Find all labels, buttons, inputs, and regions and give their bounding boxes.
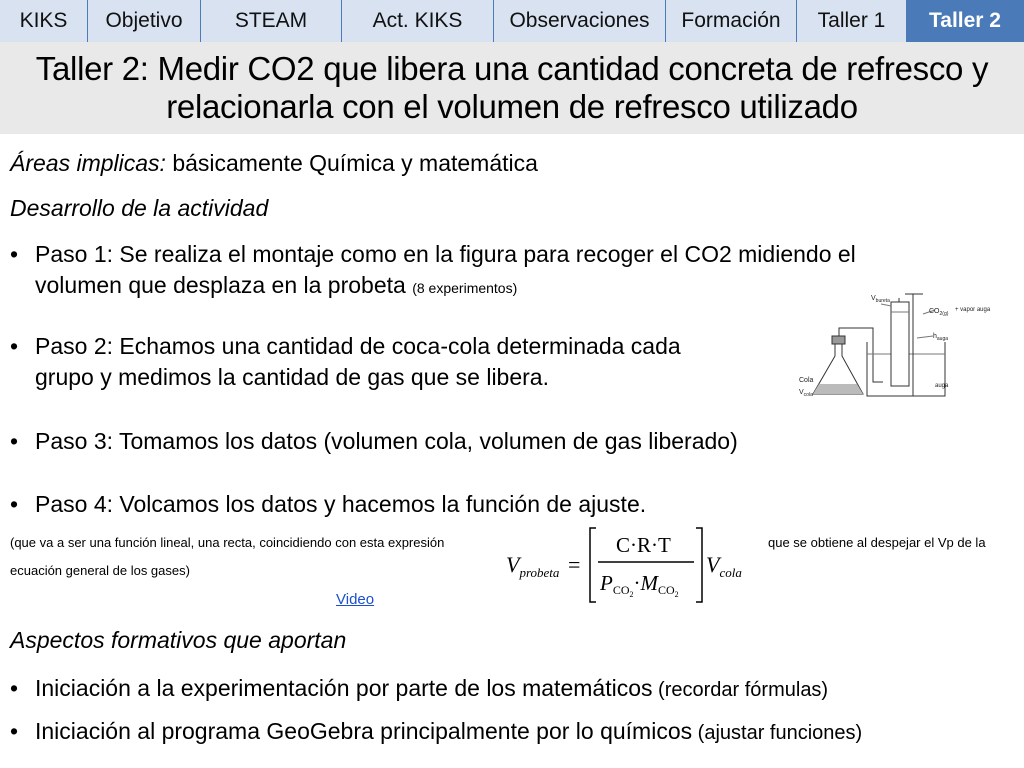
tab-observaciones[interactable]: Observaciones: [494, 0, 666, 42]
svg-text:hauga: $h_{auga}$: [933, 333, 949, 342]
video-link[interactable]: [336, 591, 374, 609]
stopper-icon: [832, 336, 845, 344]
aspecto-2-main: Iniciación al programa GeoGebra principalmente por lo químicos: [35, 718, 693, 744]
step-2-line-2: grupo y medimos la cantidad de gas que se libera.: [35, 364, 549, 390]
step-2-line-1: Paso 2: Echamos una cantidad de coca-cola determinada cada: [35, 333, 681, 359]
left-bracket: [590, 528, 596, 602]
aspecto-1-note: (recordar fórmulas): [652, 679, 829, 701]
bullet-icon: •: [10, 491, 19, 517]
bullet-icon: •: [10, 241, 19, 267]
tab-objetivo[interactable]: Objetivo: [88, 0, 201, 42]
video-link-text[interactable]: Video: [336, 591, 375, 608]
bullet-icon: •: [10, 333, 19, 359]
step-3-text: Paso 3: Tomamos los datos (volumen cola, volumen de gas liberado): [35, 428, 738, 454]
svg-text:Vbureta: $V_{bureta}$: [871, 295, 890, 304]
title-band: [0, 42, 1024, 134]
title-line-1: Taller 2: Medir CO2 que libera una cantidad concreta de refresco y: [35, 50, 989, 87]
desarrollo-heading: Desarrollo de la actividad: [10, 195, 269, 221]
step-1-note: (8 experimentos): [412, 280, 518, 296]
page-title: [36, 50, 988, 126]
experiment-diagram: [795, 290, 1020, 405]
svg-text:Vcola: $V_{cola}$: [799, 389, 813, 398]
burette-icon: [891, 302, 909, 386]
top-nav: [0, 0, 1024, 42]
tab-taller-1[interactable]: Taller 1: [797, 0, 907, 42]
connector-tube: [839, 328, 883, 382]
tab-kiks[interactable]: KIKS: [0, 0, 88, 42]
step-2-text: [35, 331, 681, 393]
tab-act-kiks[interactable]: Act. KIKS: [342, 0, 494, 42]
svg-text:+ vapor auga: + vapor auga: [955, 307, 991, 313]
svg-text:PCO2·MCO2: PCO2·MCO2: [600, 571, 679, 599]
aspectos-heading: Aspectos formativos que aportan: [10, 627, 347, 653]
bullet-icon: •: [10, 675, 19, 701]
cola-liquid: [813, 384, 863, 394]
areas-label: Áreas implicas:: [10, 150, 166, 176]
explanation-part-2: que se obtiene al despejar el Vp de la: [768, 535, 986, 550]
tab-taller-2[interactable]: Taller 2: [907, 0, 1024, 42]
svg-text:C·R·T: C·R·T: [616, 533, 671, 557]
explanation-part-1: (que va a ser una función lineal, una recta, coincidiendo con esta expresión: [10, 535, 445, 550]
svg-text:CO2(g): $CO_{2(g)}$: [929, 308, 949, 317]
svg-text:Cola: Cola: [799, 377, 814, 384]
step-4-text: Paso 4: Volcamos los datos y hacemos la función de ajuste.: [35, 491, 647, 517]
svg-text:=: =: [568, 552, 581, 577]
aspecto-2-note: (ajustar funciones): [692, 722, 863, 744]
aspecto-1-text: [35, 673, 828, 706]
svg-text:Vcola: $V_{cola}$: [706, 552, 742, 580]
aspecto-1-main: Iniciación a la experimentación por parte de los matemáticos: [35, 675, 653, 701]
gas-formula: [500, 520, 750, 608]
step-1-text: [35, 239, 856, 304]
step-1-line-2: volumen que desplaza en la probeta: [35, 272, 406, 298]
svg-text:Vprobeta: $V_{probeta}$: [506, 552, 560, 580]
bullet-icon: •: [10, 718, 19, 744]
areas-line: [10, 150, 538, 177]
right-bracket: [696, 528, 702, 602]
svg-text:auga: auga: [935, 383, 949, 389]
bullet-icon: •: [10, 428, 19, 454]
tab-formacion[interactable]: Formación: [666, 0, 797, 42]
aspecto-2-text: [35, 716, 862, 749]
tab-steam[interactable]: STEAM: [201, 0, 342, 42]
areas-value: básicamente Química y matemática: [165, 150, 538, 176]
explanation-part-3: ecuación general de los gases): [10, 563, 190, 578]
step-1-line-1: Paso 1: Se realiza el montaje como en la figura para recoger el CO2 midiendo el: [35, 241, 856, 267]
title-line-2: relacionarla con el volumen de refresco utilizado: [166, 88, 858, 125]
